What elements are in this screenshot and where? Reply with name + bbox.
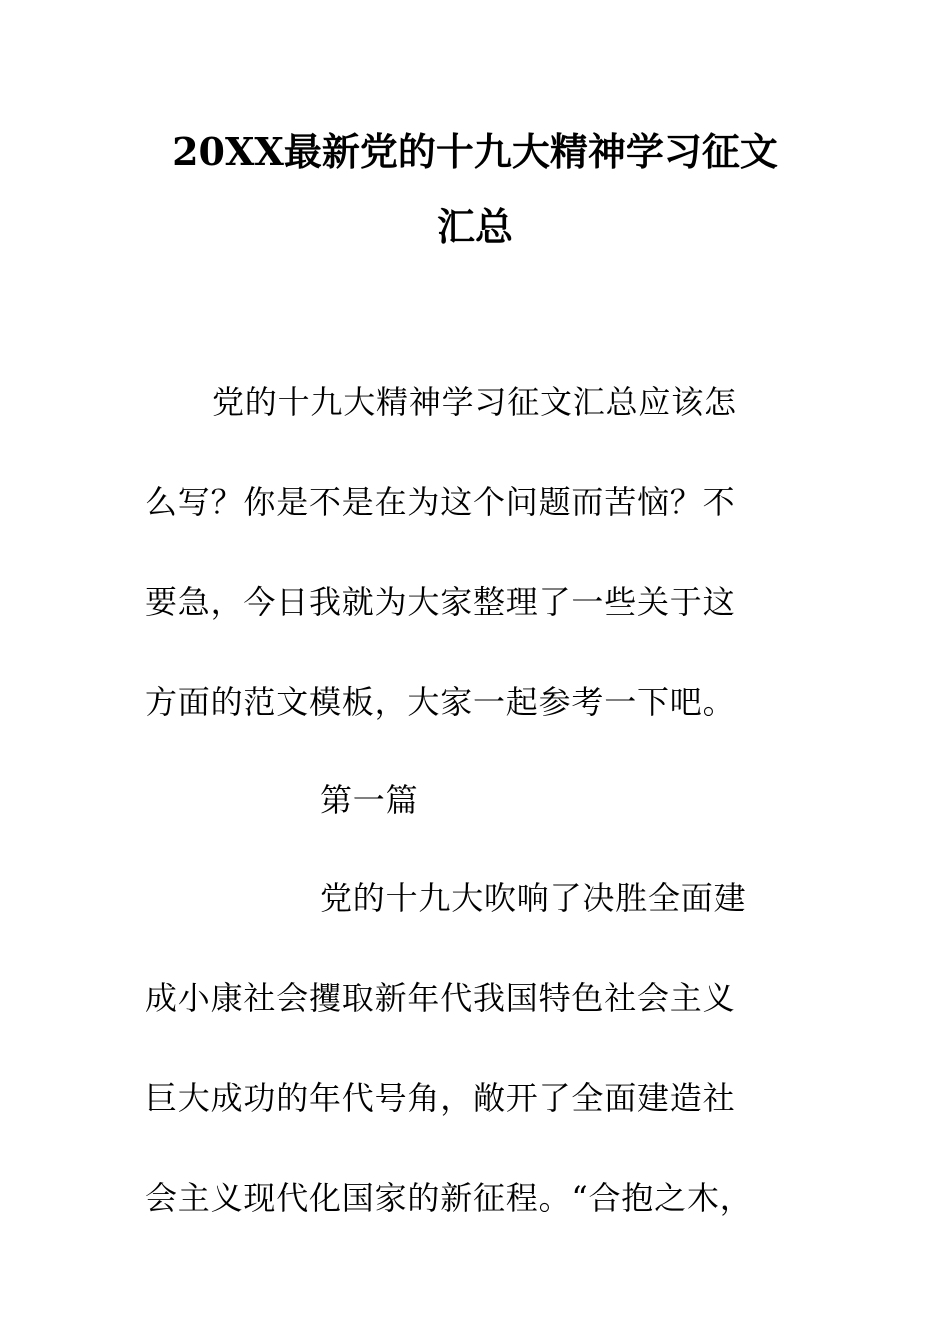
body-line-4: 会主义现代化国家的新征程。“合抱之木， [145, 1179, 753, 1217]
document-title-line-1: 20XX最新党的十九大精神学习征文 [172, 129, 778, 174]
intro-line-2: 么写？你是不是在为这个问题而苦恼？不 [145, 483, 736, 521]
body-line-2: 成小康社会攫取新年代我国特色社会主义 [145, 979, 736, 1017]
document-title-line-2: 汇总 [436, 204, 513, 249]
body-line-3: 巨大成功的年代号角，敞开了全面建造社 [145, 1079, 736, 1117]
section-heading: 第一篇 [320, 781, 419, 819]
intro-line-1: 党的十九大精神学习征文汇总应该怎 [212, 383, 737, 421]
intro-line-3: 要急，今日我就为大家整理了一些关于这 [145, 583, 736, 621]
body-line-1: 党的十九大吹响了决胜全面建 [320, 879, 747, 917]
intro-line-4: 方面的范文模板，大家一起参考一下吧。 [145, 683, 736, 721]
